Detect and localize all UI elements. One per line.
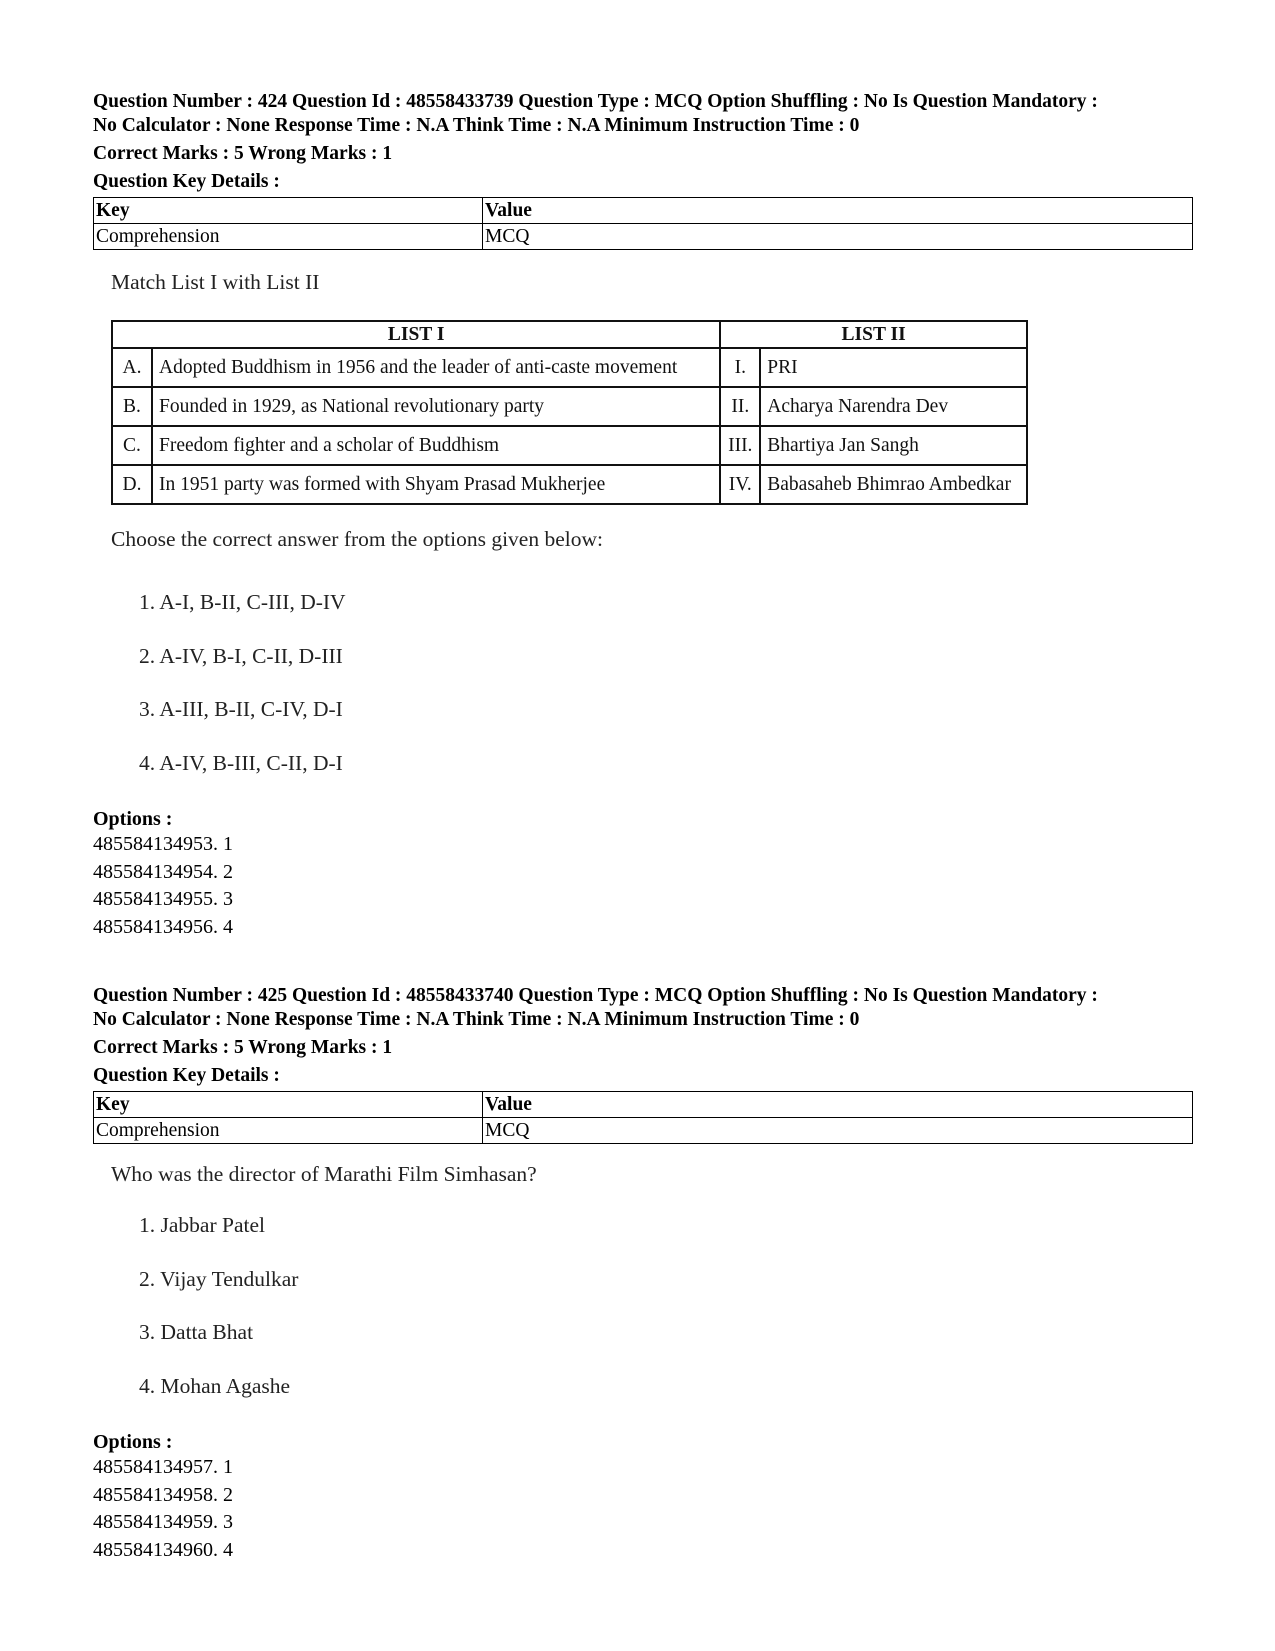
meta-line-1: Question Number : 425 Question Id : 48558433740 Question Type : MCQ Option Shuffling : No Is Question Mandatory : [93, 985, 1098, 1006]
key-table-row [94, 224, 1193, 250]
choice-item: 3. Datta Bhat [139, 1320, 254, 1344]
option-item: 485584134956. 4 [93, 915, 233, 938]
choice-item: 1. Jabbar Patel [139, 1213, 265, 1237]
match-table-header [112, 321, 1027, 348]
match-row [112, 387, 1027, 426]
question-425 [93, 984, 1193, 1564]
options-list [93, 1454, 1193, 1564]
list2-text: PRI [760, 348, 1027, 387]
list2-header: LIST II [720, 321, 1027, 348]
options-label: Options : [93, 1431, 173, 1453]
question-meta [93, 984, 1193, 1032]
choice-item: 1. A-I, B-II, C-III, D-IV [139, 590, 346, 614]
key-cell: Comprehension [94, 224, 483, 250]
choice-item: 3. A-III, B-II, C-IV, D-I [139, 697, 343, 721]
key-header: Key [94, 198, 483, 224]
question-meta [93, 90, 1193, 138]
choice-list [111, 1199, 1193, 1413]
option-item: 485584134959. 3 [93, 1511, 233, 1533]
option-item: 485584134960. 4 [93, 1538, 233, 1561]
key-table-row [94, 1118, 1193, 1144]
value-header: Value [483, 1092, 1193, 1118]
key-table-header [94, 1092, 1193, 1118]
key-table [93, 1091, 1193, 1144]
list1-text: Adopted Buddhism in 1956 and the leader of anti-caste movement [152, 348, 720, 387]
list1-label: A. [112, 348, 152, 387]
meta-line-1: Question Number : 424 Question Id : 48558433739 Question Type : MCQ Option Shuffling : No Is Question Mandatory : [93, 91, 1098, 112]
key-details-label: Question Key Details : [93, 1065, 280, 1086]
list1-label: B. [112, 387, 152, 426]
meta-line-2: No Calculator : None Response Time : N.A Think Time : N.A Minimum Instruction Time : 0 [93, 115, 860, 136]
list1-text: Founded in 1929, as National revolutionary party [152, 387, 720, 426]
list1-text: In 1951 party was formed with Shyam Prasad Mukherjee [152, 465, 720, 504]
list2-text: Bhartiya Jan Sangh [760, 426, 1027, 465]
list2-label: IV. [720, 465, 760, 504]
list2-text: Acharya Narendra Dev [760, 387, 1027, 426]
match-table [111, 320, 1028, 505]
key-header: Key [94, 1092, 483, 1118]
match-row [112, 465, 1027, 504]
meta-line-2: No Calculator : None Response Time : N.A Think Time : N.A Minimum Instruction Time : 0 [93, 1009, 860, 1030]
option-item: 485584134955. 3 [93, 888, 233, 910]
question-prompt: Who was the director of Marathi Film Simhasan? [111, 1162, 537, 1186]
marks-line: Correct Marks : 5 Wrong Marks : 1 [93, 143, 393, 164]
match-row [112, 426, 1027, 465]
list1-label: D. [112, 465, 152, 504]
option-item: 485584134958. 2 [93, 1483, 233, 1506]
choice-item: 4. A-IV, B-III, C-II, D-I [139, 750, 343, 775]
key-cell: Comprehension [94, 1118, 483, 1144]
list2-text: Babasaheb Bhimrao Ambedkar [760, 465, 1027, 504]
question-prompt: Match List I with List II [111, 270, 320, 294]
list1-text: Freedom fighter and a scholar of Buddhism [152, 426, 720, 465]
question-body [111, 270, 1193, 790]
key-table-header [94, 198, 1193, 224]
question-424 [93, 90, 1193, 941]
list1-label: C. [112, 426, 152, 465]
value-cell: MCQ [483, 224, 1193, 250]
option-item: 485584134954. 2 [93, 860, 233, 883]
choice-list [111, 576, 1193, 790]
options-list [93, 831, 1193, 941]
list2-label: II. [720, 387, 760, 426]
choice-item: 2. A-IV, B-I, C-II, D-III [139, 643, 343, 668]
question-instruction: Choose the correct answer from the options given below: [111, 527, 603, 551]
value-cell: MCQ [483, 1118, 1193, 1144]
match-row [112, 348, 1027, 387]
value-header: Value [483, 198, 1193, 224]
question-body [111, 1162, 1193, 1413]
options-label: Options : [93, 808, 173, 830]
marks-line: Correct Marks : 5 Wrong Marks : 1 [93, 1037, 393, 1058]
option-item: 485584134957. 1 [93, 1456, 233, 1478]
list1-header: LIST I [112, 321, 720, 348]
list2-label: III. [720, 426, 760, 465]
option-item: 485584134953. 1 [93, 833, 233, 855]
choice-item: 4. Mohan Agashe [139, 1373, 291, 1398]
key-details-label: Question Key Details : [93, 171, 280, 192]
list2-label: I. [720, 348, 760, 387]
key-table [93, 197, 1193, 250]
choice-item: 2. Vijay Tendulkar [139, 1266, 299, 1291]
